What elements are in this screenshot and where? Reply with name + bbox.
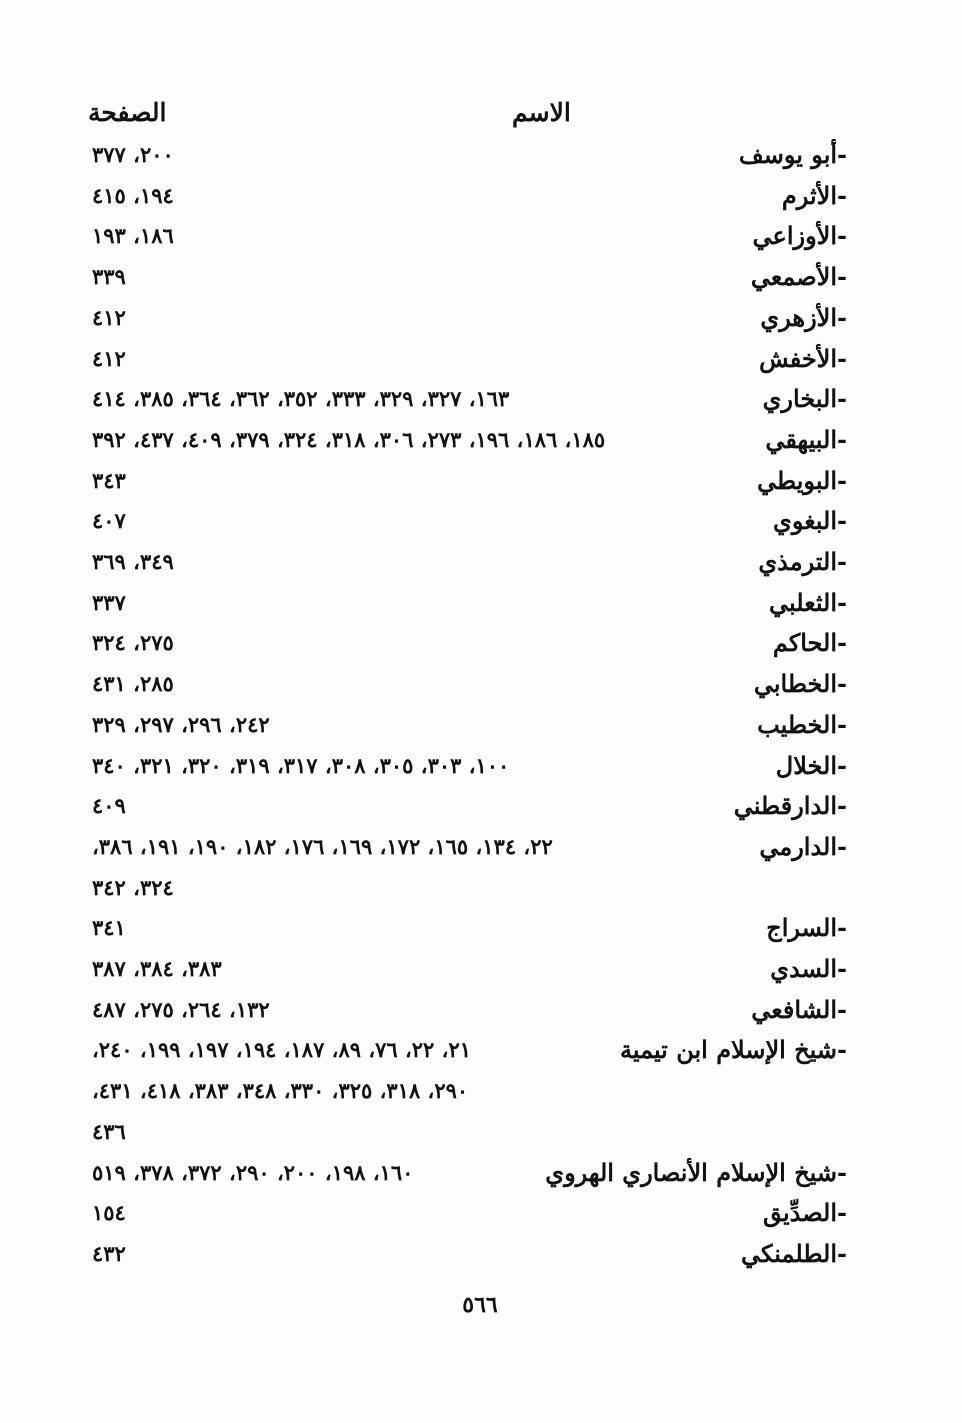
- entry-pages: ١٦٠، ١٩٨، ٢٠٠، ٢٩٠، ٣٧٢، ٣٧٨، ٥١٩: [92, 1159, 414, 1185]
- index-row: [0, 464, 962, 505]
- entry-pages: ٤١٢: [92, 304, 126, 330]
- entry-name: -الصدِّيق: [762, 1198, 847, 1228]
- entry-pages: ١٩٤، ٤١٥: [92, 182, 174, 208]
- entry-name: -الحاكم: [772, 628, 847, 658]
- entry-pages: ٣٨٣، ٣٨٤، ٣٨٧: [92, 956, 222, 981]
- index-row: [0, 138, 962, 179]
- entry-name: -الأخفش: [759, 343, 847, 373]
- index-row: [0, 382, 962, 423]
- entry-pages: ٤٠٧: [92, 508, 126, 534]
- index-row: [0, 219, 962, 260]
- index-row: [0, 504, 962, 545]
- index-row: [0, 260, 962, 301]
- entry-name: -السراج: [766, 913, 847, 943]
- index-row: [0, 1237, 962, 1278]
- entry-name: -السدي: [770, 954, 847, 983]
- index-row: [0, 993, 962, 1034]
- index-row: [0, 749, 962, 790]
- entry-pages: ٣٤٣: [92, 467, 126, 493]
- index-row: [0, 342, 962, 383]
- index-row: [0, 952, 962, 993]
- entry-pages: ٢٩٠، ٣١٨، ٣٢٥، ٣٣٠، ٣٤٨، ٣٨٣، ٤١٨، ٤٣١،: [92, 1078, 469, 1104]
- entry-name: -الخطابي: [753, 669, 847, 699]
- entry-name: -الخطيب: [757, 709, 847, 739]
- entry-name: -الأصمعي: [750, 262, 847, 292]
- entry-name: -الطلمنكي: [741, 1238, 847, 1268]
- index-row: [0, 871, 962, 912]
- index-row: [0, 1033, 962, 1074]
- entry-name: -أبو يوسف: [738, 140, 847, 169]
- entry-name: -الشافعي: [751, 994, 847, 1024]
- entry-pages: ٣٤٩، ٣٦٩: [92, 549, 174, 574]
- entry-name: -البيهقي: [765, 424, 847, 454]
- index-row: [0, 1156, 962, 1197]
- index-row: [0, 911, 962, 952]
- name-column-header: الاسم: [512, 98, 571, 127]
- entry-name: -الأوزاعي: [752, 221, 847, 251]
- index-row: [0, 1196, 962, 1237]
- entry-pages: ٣٢٤، ٣٤٢: [92, 874, 174, 900]
- entry-name: -البغوي: [773, 506, 847, 536]
- index-row: [0, 423, 962, 464]
- entry-pages: ١٨٥، ١٨٦، ١٩٦، ٢٧٣، ٣٠٦، ٣١٨، ٣٢٤، ٣٧٩، ٤٠٩، ٤٣٧، ٣٩٢: [92, 426, 606, 452]
- entry-pages: ٤٣٦: [92, 1118, 126, 1144]
- entry-pages: ١٥٤: [92, 1200, 126, 1226]
- entry-pages: ٢٤٢، ٢٩٦، ٢٩٧، ٣٢٩: [92, 711, 270, 737]
- index-row: [0, 626, 962, 667]
- entry-pages: ٢٠٠، ٣٧٧: [92, 142, 174, 167]
- entry-pages: ٢٨٥، ٤٣١: [92, 671, 174, 697]
- entry-pages: ٤٣٢: [92, 1240, 126, 1266]
- page-number: ٥٦٦: [462, 1292, 498, 1318]
- entry-name: -الترمذي: [758, 547, 847, 576]
- index-row: [0, 667, 962, 708]
- entry-name: -الأثرم: [781, 180, 847, 210]
- entry-name: -شيخ الإسلام الأنصاري الهروي: [545, 1157, 847, 1187]
- index-row: [0, 179, 962, 220]
- entry-pages: ١٣٢، ٢٦٤، ٢٧٥، ٤٨٧: [92, 996, 270, 1022]
- entry-pages: ٤٠٩: [92, 793, 126, 819]
- index-row: [0, 545, 962, 586]
- entry-pages: ٢٧٥، ٣٢٤: [92, 630, 174, 656]
- entry-name: -شيخ الإسلام ابن تيمية: [619, 1035, 847, 1065]
- entry-name: -الثعلبي: [769, 587, 847, 617]
- entry-name: -الدارقطني: [733, 791, 847, 821]
- index-row: [0, 586, 962, 627]
- entry-pages: ١٠٠، ٣٠٣، ٣٠٥، ٣٠٨، ٣١٧، ٣١٩، ٣٢٠، ٣٢١، ٣٤٠: [92, 752, 510, 778]
- entry-pages: ١٨٦، ١٩٣: [92, 223, 174, 249]
- entry-pages: ١٦٣، ٣٢٧، ٣٢٩، ٣٣٣، ٣٥٢، ٣٦٢، ٣٦٤، ٣٨٥، ٤١٤: [92, 386, 510, 412]
- index-row: [0, 1074, 962, 1115]
- index-row: [0, 830, 962, 871]
- entry-pages: ٣٤١: [92, 915, 126, 941]
- entry-pages: ٢٢، ١٣٤، ١٦٥، ١٧٢، ١٦٩، ١٧٦، ١٨٢، ١٩٠، ١٩١، ٣٨٦،: [92, 833, 553, 859]
- entry-name: -البويطي: [757, 465, 847, 495]
- entry-pages: ٣٣٩: [92, 264, 126, 290]
- entry-name: -الأزهري: [760, 302, 847, 332]
- index-row: [0, 1115, 962, 1156]
- entry-name: -البخاري: [762, 384, 847, 414]
- entry-name: -الدارمي: [759, 831, 847, 861]
- entry-name: -الخلال: [775, 750, 847, 780]
- entry-pages: ٣٣٧: [92, 589, 126, 615]
- entry-pages: ٢١، ٢٢، ٧٦، ٨٩، ١٨٧، ١٩٤، ١٩٧، ١٩٩، ٢٤٠،: [92, 1037, 471, 1063]
- index-row: [0, 708, 962, 749]
- entry-pages: ٤١٢: [92, 345, 126, 371]
- index-row: [0, 789, 962, 830]
- page-column-header: الصفحة: [88, 98, 167, 127]
- index-row: [0, 301, 962, 342]
